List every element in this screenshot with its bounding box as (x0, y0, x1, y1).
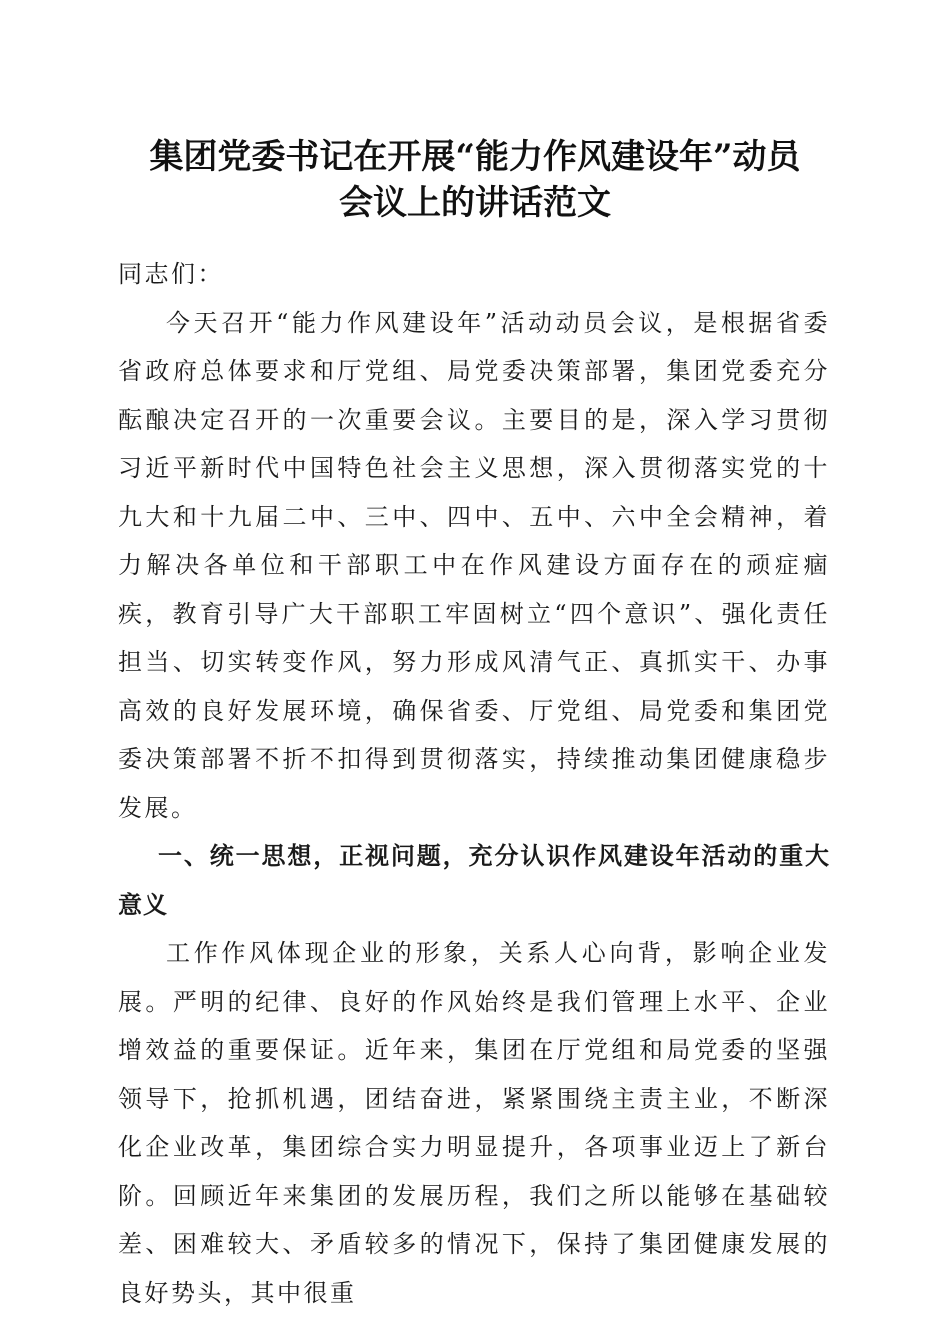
paragraph-section-1: 工作作风体现企业的形象，关系人心向背，影响企业发展。严明的纪律、良好的作风始终是我们管理上水平、企业增效益的重要保证。近年来，集团在厅党组和局党委的坚强领导下，抢抓机遇，团结奋进，紧紧围绕主责主业，不断深化企业改革，集团综合实力明显提升，各项事业迈上了新台阶。回顾近年来集团的发展历程，我们之所以能够在基础较差、困难较大、矛盾较多的情况下，保持了集团健康发展的良好势头，其中很重 (118, 939, 830, 1307)
title-line-2: 会议上的讲话范文 (339, 183, 611, 223)
paragraph-intro: 今天召开“能力作风建设年”活动动员会议，是根据省委省政府总体要求和厅党组、局党委决策部署，集团党委充分酝酿决定召开的一次重要会议。主要目的是，深入学习贯彻习近平新时代中国特色社会主义思想，深入贯彻落实党的十九大和十九届二中、三中、四中、五中、六中全会精神，着力解决各单位和干部职工中在作风建设方面存在的顽症痼疾，教育引导广大干部职工牢固树立“四个意识”、强化责任担当、切实转变作风，努力形成风清气正、真抓实干、办事高效的良好发展环境，确保省委、厅党组、局党委和集团党委决策部署不折不扣得到贯彻落实，持续推动集团健康稳步发展。 (118, 308, 830, 822)
title-line-1: 集团党委书记在开展“能力作风建设年”动员 (149, 137, 801, 177)
salutation: 同志们： (118, 260, 224, 288)
document-body (118, 250, 830, 1317)
document-title (100, 134, 850, 226)
section-heading-1: 一、统一思想，正视问题，充分认识作风建设年活动的重大意义 (118, 842, 830, 919)
